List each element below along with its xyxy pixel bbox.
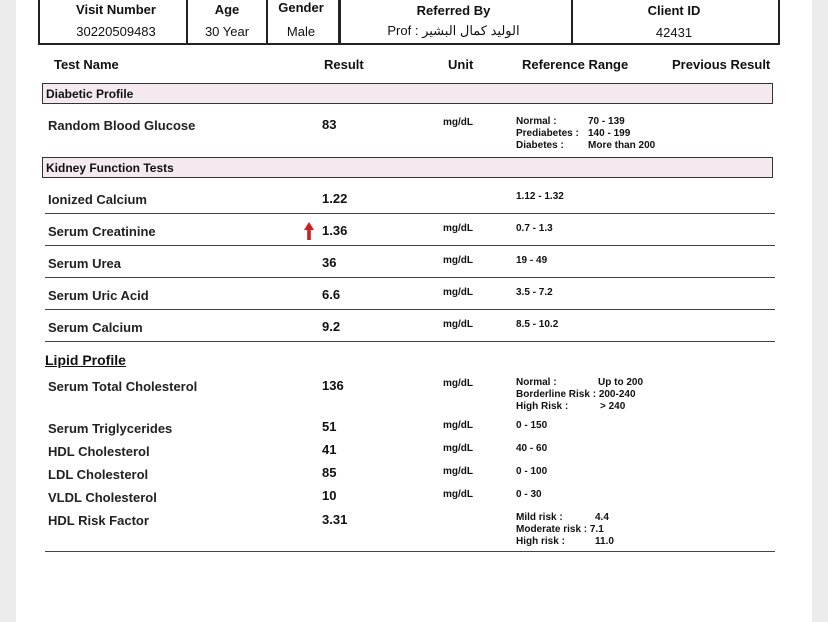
ref-value: 7.1: [589, 524, 604, 535]
test-result-hdl: 41: [322, 442, 337, 457]
reference-range-hdl: 40 - 60: [516, 443, 548, 454]
high-flag-arrow-icon: [304, 222, 314, 240]
section-diabetic-profile: Diabetic Profile: [42, 83, 773, 104]
ref-label: Borderline Risk :: [516, 389, 597, 400]
ref-label: High risk :: [516, 536, 565, 547]
client-id-value: 42431: [655, 25, 693, 40]
test-unit-hdl: mg/dL: [443, 443, 473, 454]
header-divider: [571, 0, 573, 43]
header-divider: [186, 0, 188, 43]
section-lipid-profile: Lipid Profile: [45, 352, 126, 368]
test-name-creatinine: Serum Creatinine: [48, 224, 156, 239]
test-unit-uric-acid: mg/dL: [443, 287, 473, 298]
referred-by-label: Referred By: [416, 3, 491, 18]
ref-label: Normal :: [516, 377, 557, 388]
ref-label: Diabetes :: [516, 140, 564, 151]
age-value: 30 Year: [204, 24, 250, 39]
ref-value: 11.0: [595, 536, 614, 547]
test-unit-total-cholesterol: mg/dL: [443, 378, 473, 389]
reference-range-urea: 19 - 49: [516, 255, 548, 266]
test-name-calcium: Serum Calcium: [48, 320, 143, 335]
gender-label: Gender: [278, 0, 324, 15]
ref-value: > 240: [600, 401, 626, 412]
row-divider: [45, 213, 775, 214]
test-result-hdl-risk-factor: 3.31: [322, 512, 348, 527]
test-name-uric-acid: Serum Uric Acid: [48, 288, 149, 303]
reference-range-ldl: 0 - 100: [516, 466, 548, 477]
column-header-reference-range: Reference Range: [522, 57, 629, 72]
header-divider: [266, 0, 268, 43]
test-unit-calcium: mg/dL: [443, 319, 473, 330]
ref-value: 70 - 139: [588, 116, 625, 127]
reference-range-hdl-risk-factor: [516, 512, 614, 548]
age-label: Age: [214, 2, 240, 17]
test-unit-triglycerides: mg/dL: [443, 420, 473, 431]
test-unit-glucose: mg/dL: [443, 117, 473, 128]
test-name-triglycerides: Serum Triglycerides: [48, 421, 173, 436]
test-name-hdl-risk-factor: HDL Risk Factor: [48, 513, 149, 528]
ref-value: 140 - 199: [588, 128, 631, 139]
ref-label: Prediabetes :: [516, 128, 579, 139]
reference-range-total-cholesterol: [516, 377, 643, 413]
ref-value: Up to 200: [598, 377, 644, 388]
reference-range-calcium: 8.5 - 10.2: [516, 319, 559, 330]
reference-range-glucose: [516, 116, 655, 152]
test-name-total-cholesterol: Serum Total Cholesterol: [48, 379, 198, 394]
ref-value: 200-240: [598, 389, 636, 400]
test-result-calcium: 9.2: [322, 319, 341, 334]
ref-value: 4.4: [595, 512, 609, 523]
ref-value: More than 200: [588, 140, 656, 151]
referred-by-value: Prof : الوليد كمال البشير: [387, 23, 520, 38]
test-result-urea: 36: [322, 255, 337, 270]
visit-number-label: Visit Number: [76, 2, 156, 17]
column-header-test-name: Test Name: [54, 57, 119, 72]
column-header-result: Result: [324, 57, 364, 72]
ref-label: Normal :: [516, 116, 557, 127]
ref-label: High Risk :: [516, 401, 569, 412]
reference-range-ionized-calcium: 1.12 - 1.32: [516, 191, 564, 202]
client-id-label: Client ID: [647, 3, 701, 18]
test-result-triglycerides: 51: [322, 419, 337, 434]
test-name-glucose: Random Blood Glucose: [48, 118, 196, 133]
test-result-ionized-calcium: 1.22: [322, 191, 348, 206]
test-result-total-cholesterol: 136: [322, 378, 344, 393]
test-unit-creatinine: mg/dL: [443, 223, 473, 234]
column-header-unit: Unit: [448, 57, 474, 72]
test-name-hdl: HDL Cholesterol: [48, 444, 150, 459]
test-name-ionized-calcium: Ionized Calcium: [48, 192, 147, 207]
reference-range-creatinine: 0.7 - 1.3: [516, 223, 553, 234]
test-result-uric-acid: 6.6: [322, 287, 341, 302]
reference-range-uric-acid: 3.5 - 7.2: [516, 287, 553, 298]
test-result-ldl: 85: [322, 465, 337, 480]
row-divider: [45, 245, 775, 246]
row-divider: [45, 277, 775, 278]
test-name-urea: Serum Urea: [48, 256, 121, 271]
test-unit-vldl: mg/dL: [443, 489, 473, 500]
visit-number-value: 30220509483: [76, 24, 156, 39]
test-result-glucose: 83: [322, 117, 337, 132]
ref-label: Mild risk :: [516, 512, 563, 523]
section-kidney-function: Kidney Function Tests: [42, 157, 773, 178]
test-unit-urea: mg/dL: [443, 255, 473, 266]
test-name-ldl: LDL Cholesterol: [48, 467, 149, 482]
reference-range-vldl: 0 - 30: [516, 489, 542, 500]
report-page: [16, 0, 812, 622]
test-unit-ldl: mg/dL: [443, 466, 473, 477]
gender-value: Male: [286, 24, 316, 39]
test-result-vldl: 10: [322, 488, 337, 503]
row-divider: [45, 309, 775, 310]
test-name-vldl: VLDL Cholesterol: [48, 490, 157, 505]
column-header-previous-result: Previous Result: [672, 57, 771, 72]
ref-label: Moderate risk :: [516, 524, 588, 535]
reference-range-triglycerides: 0 - 150: [516, 420, 548, 431]
row-divider: [45, 341, 775, 342]
test-result-creatinine: 1.36: [322, 223, 348, 238]
table-bottom-rule: [45, 551, 775, 552]
